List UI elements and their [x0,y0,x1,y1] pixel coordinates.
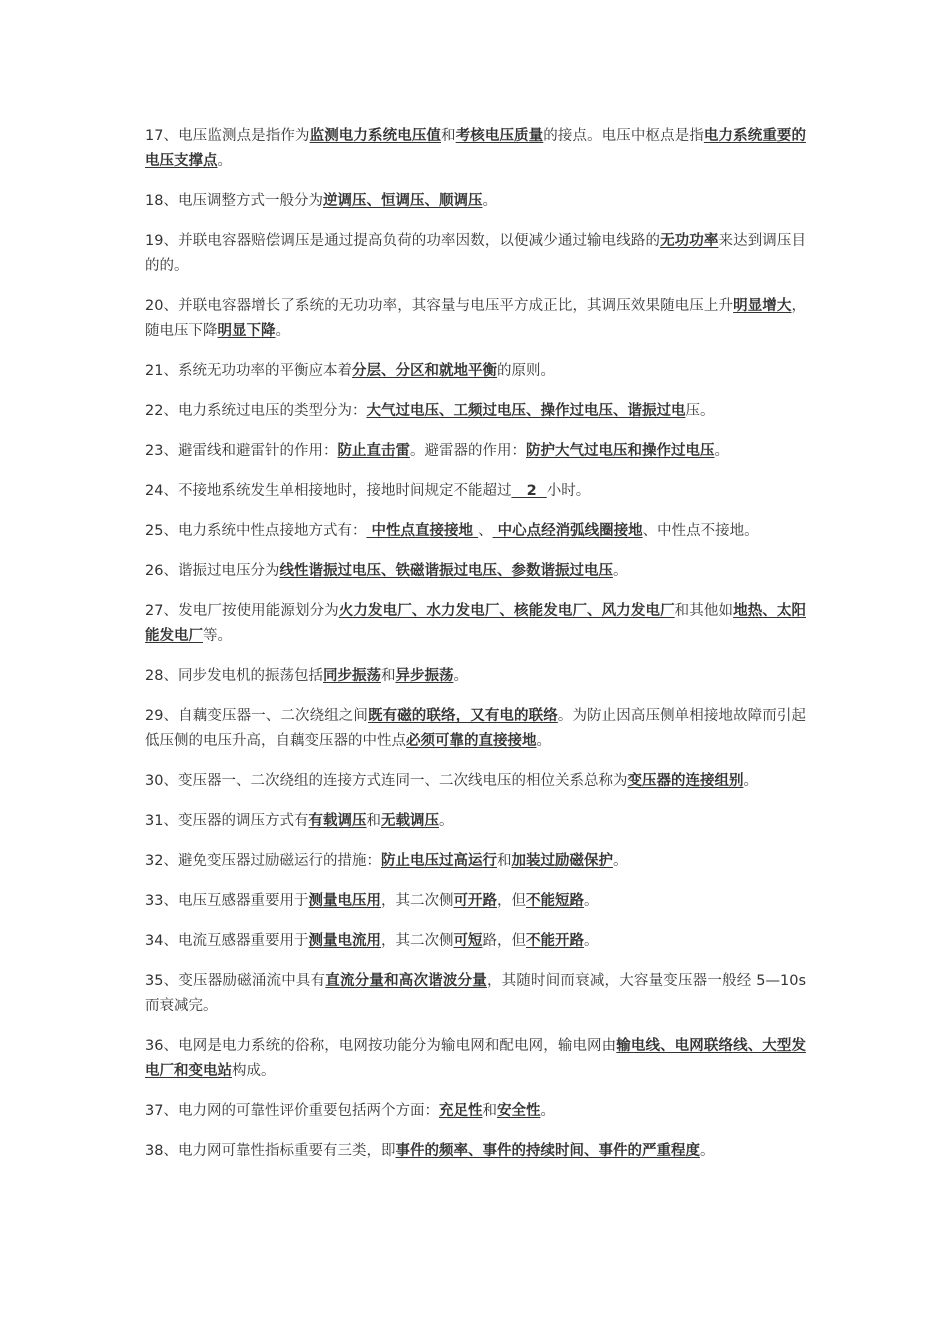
answer-text: 线性谐振过电压、铁磁谐振过电压、参数谐振过电压 [279,563,613,579]
answer-text: 大气过电压、工频过电压、操作过电压、谐振过电 [366,403,686,419]
question-text: 。 [453,668,468,684]
answer-text: 监测电力系统电压值 [309,128,442,144]
question-text: 和 [380,668,396,684]
question-text: 38、电力网可靠性指标重要有三类，即 [145,1143,396,1159]
question-paragraph-q25 [145,519,806,544]
answer-text: 可短 [453,933,483,949]
question-paragraph-q26 [145,559,806,584]
question-text: 和 [496,853,512,869]
answer-text: 有载调压 [308,813,367,829]
answer-text: 不能开路 [525,933,584,949]
question-paragraph-q34 [145,929,806,954]
question-paragraph-q19 [145,229,806,279]
answer-text: 充足性 [438,1103,483,1119]
answer-text: 防护大气过电压和操作过电压 [525,443,715,459]
question-text: 31、变压器的调压方式有 [145,813,309,829]
answer-text: 同步振荡 [322,668,381,684]
question-text: 36、电网是电力系统的俗称，电网按功能分为输电网和配电网，输电网由 [145,1038,617,1054]
question-text: 。 [438,813,454,829]
question-text: 路，但 [482,933,526,949]
answer-text: 必须可靠的直接接地 [406,733,537,749]
answer-text: 中心点经消弧线圈接地 [492,523,643,539]
answer-text: 既有磁的联络，又有电的联络 [368,708,558,724]
question-text: 。 [217,153,232,169]
question-text: ，但 [496,893,526,909]
question-paragraph-q28 [145,664,806,689]
answer-text: 异步振荡 [395,668,454,684]
answer-text: 变压器的连接组别 [627,773,744,789]
question-text: 。 [699,1143,715,1159]
answer-text: 不能短路 [525,893,584,909]
question-text: 34、电流互感器重要用于 [145,933,309,949]
question-text: 。避雷器的作用： [409,443,526,459]
question-paragraph-q32 [145,849,806,874]
question-text: 和 [366,813,381,829]
question-text: 、中性点不接地。 [642,523,759,539]
question-paragraph-q24 [145,479,806,504]
question-text: 。 [612,563,628,579]
question-text: 和 [482,1103,497,1119]
question-text: 。 [482,193,497,209]
question-text: 等。 [203,628,232,644]
question-text: ，其二次侧 [380,933,454,949]
answer-text: 防止直击雷 [337,443,410,459]
question-text: 33、电压互感器重要用于 [145,893,309,909]
answer-text: 测量电流用 [308,933,381,949]
question-text: 17、电压监测点是指作为 [145,128,310,144]
answer-text: 2 [511,483,547,499]
answer-text: 输电线、电网联络线、大型发电厂和变电站 [145,1038,807,1079]
answer-text: 防止电压过高运行 [380,853,497,869]
question-text: 的原则。 [496,363,555,379]
question-paragraph-q38 [145,1139,806,1164]
question-text: 来达到调压目的的。 [145,233,807,274]
answer-text: 明显增大 [733,298,792,314]
question-paragraph-q36 [145,1034,806,1084]
question-text: 18、电压调整方式一般分为 [145,193,323,209]
question-paragraph-q23 [145,439,806,464]
question-text: 。 [583,933,599,949]
question-text: 37、电力网的可靠性评价重要包括两个方面： [145,1103,439,1119]
question-text: 29、自藕变压器一、二次绕组之间 [145,708,368,724]
answer-text: 安全性 [496,1103,541,1119]
question-text: ，随电压下降 [145,298,807,339]
question-paragraph-q29 [145,704,806,754]
answer-text: 可开路 [453,893,497,909]
answer-text: 直流分量和高次谐波分量 [325,973,487,989]
question-text: 21、系统无功功率的平衡应本着 [145,363,352,379]
question-text: 压。 [685,403,715,419]
question-text: 32、避免变压器过励磁运行的措施： [145,853,381,869]
question-text: 25、电力系统中性点接地方式有： [145,523,367,539]
question-text: 30、变压器一、二次绕组的连接方式连同一、二次线电压的相位关系总称为 [145,773,628,789]
answer-text: 明显下降 [217,323,276,339]
question-text: 小时。 [546,483,591,499]
answer-text: 无功功率 [660,233,719,249]
question-paragraph-q21 [145,359,806,384]
question-paragraph-q18 [145,189,806,214]
answer-text: 火力发电厂、水力发电厂、核能发电厂、风力发电厂 [338,603,675,619]
question-paragraph-q37 [145,1099,806,1124]
question-text: 19、并联电容器赔偿调压是通过提高负荷的功率因数，以便减少通过输电线路的 [145,233,661,249]
question-paragraph-q27 [145,599,806,649]
question-text: 。 [540,1103,555,1119]
question-text: 24、不接地系统发生单相接地时，接地时间规定不能超过 [145,483,512,499]
question-text: 和其他如 [674,603,734,619]
question-text: 。 [275,323,290,339]
answer-text: 无载调压 [380,813,439,829]
question-text: 。 [714,443,729,459]
question-text: 23、避雷线和避雷针的作用： [145,443,338,459]
answer-text: 事件的频率、事件的持续时间、事件的严重程度 [395,1143,700,1159]
question-text: 35、变压器励磁涌流中具有 [145,973,326,989]
question-paragraph-q17 [145,124,806,174]
question-text: 、 [478,523,493,539]
question-paragraph-q31 [145,809,806,834]
question-text: 26、谐振过电压分为 [145,563,280,579]
answer-text: 逆调压、恒调压、顺调压 [322,193,483,209]
question-text: 。 [743,773,758,789]
question-text: 构成。 [232,1063,276,1079]
answer-text: 测量电压用 [308,893,381,909]
question-paragraph-q35 [145,969,811,1019]
question-paragraph-q22 [145,399,806,424]
question-text: 28、同步发电机的振荡包括 [145,668,323,684]
answer-text: 地热、太阳能发电厂 [145,603,807,644]
answer-text: 分层、分区和就地平衡 [351,363,497,379]
question-text: ，其二次侧 [380,893,454,909]
question-text: 。 [583,893,599,909]
answer-text: 加装过励磁保护 [511,853,613,869]
question-text: 和 [441,128,456,144]
question-paragraph-q33 [145,889,806,914]
question-text: 27、发电厂按使用能源划分为 [145,603,339,619]
question-text: 20、并联电容器增长了系统的无功功率，其容量与电压平方成正比，其调压效果随电压上升 [145,298,734,314]
question-text: 。 [612,853,628,869]
question-text: 22、电力系统过电压的类型分为： [145,403,367,419]
question-text: 。 [536,733,551,749]
question-text: ，其随时间而衰减，大容量变压器一般经 5—10s 而衰减完。 [145,973,811,1014]
answer-text: 中性点直接接地 [366,523,479,539]
question-text: 。为防止因高压侧单相接地故障而引起低压侧的电压升高，自藕变压器的中性点 [145,708,806,749]
question-text: 的接点。电压中枢点是指 [543,128,704,144]
question-paragraph-q30 [145,769,806,794]
answer-text: 考核电压质量 [455,128,544,144]
question-paragraph-q20 [145,294,806,344]
answer-text: 电力系统重要的电压支撑点 [145,128,807,169]
